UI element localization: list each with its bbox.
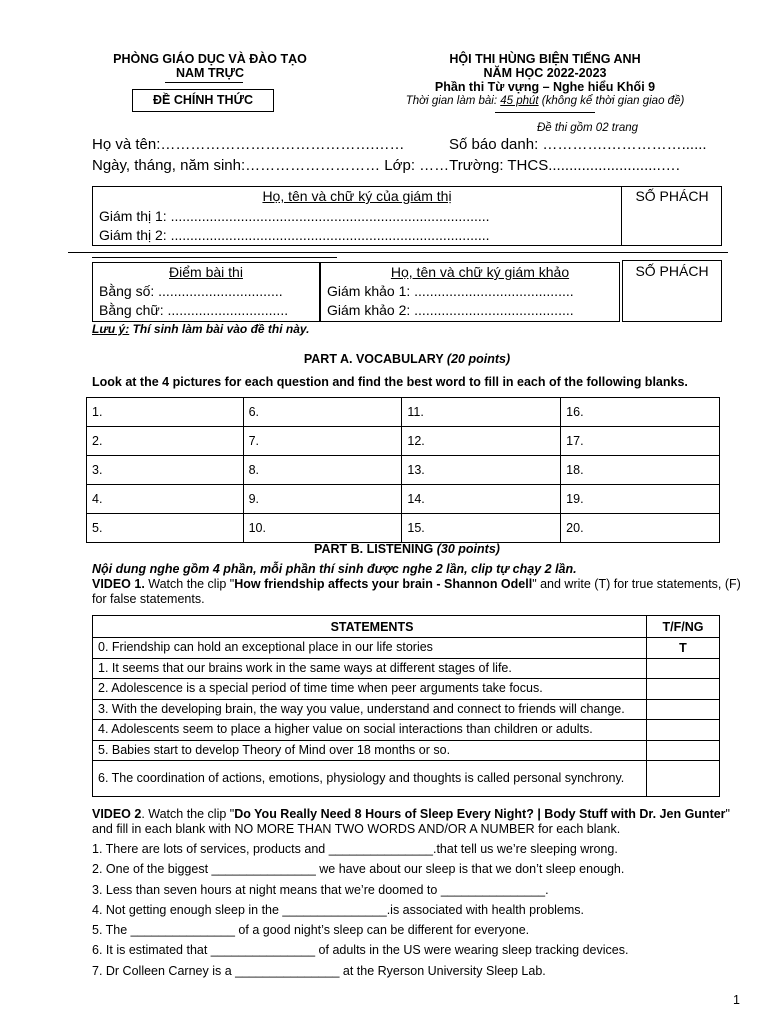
statement-row bbox=[93, 720, 720, 741]
part-b-points: (30 points) bbox=[436, 542, 500, 556]
score-number-field[interactable]: Bằng số: ................................ bbox=[99, 283, 283, 299]
exam-section: Phần thi Từ vựng – Nghe hiểu Khối 9 bbox=[434, 80, 656, 94]
video-2-post: " and fill in each blank with NO MORE THAN TWO WORDS AND/OR A NUMBER for each blank. bbox=[92, 807, 730, 836]
district-underline bbox=[165, 82, 243, 83]
fill-blank-question[interactable]: 6. It is estimated that _______________ of adults in the US were wearing sleep tracking devices. bbox=[92, 943, 629, 958]
statement-row bbox=[93, 638, 720, 659]
statement-row bbox=[93, 679, 720, 700]
statement-row bbox=[93, 699, 720, 720]
score-box-title: Điểm bài thi bbox=[169, 264, 243, 280]
vocab-answer-cell[interactable]: 19. bbox=[561, 485, 720, 514]
video-2-clip-title: Do You Really Need 8 Hours of Sleep Every Night? | Body Stuff with Dr. Jen Gunter bbox=[234, 807, 726, 821]
part-a-points: (20 points) bbox=[446, 352, 511, 366]
video-2-pre: . Watch the clip " bbox=[141, 807, 235, 821]
tfng-answer-cell[interactable] bbox=[647, 679, 720, 700]
video-2-instruction bbox=[92, 807, 732, 837]
candidate-dob-class-school-field[interactable]: Ngày, tháng, năm sinh:……………………… Lớp: ……Trường: THCS...........................…. bbox=[92, 157, 680, 174]
exam-duration bbox=[395, 95, 695, 107]
candidate-name-field[interactable]: Họ và tên:…………………………………….…… bbox=[92, 136, 405, 153]
vocab-answer-cell[interactable]: 14. bbox=[402, 485, 561, 514]
vocab-answer-cell[interactable]: 4. bbox=[87, 485, 244, 514]
vocab-answer-cell[interactable]: 2. bbox=[87, 427, 244, 456]
supervisor-box-title: Họ, tên và chữ ký của giám thị bbox=[262, 188, 452, 204]
statement-text: 4. Adolescents seem to place a higher value on social interactions than children or adults. bbox=[93, 720, 647, 741]
note-text: Thí sinh làm bài vào đề thi này. bbox=[129, 322, 310, 336]
tfng-answer-cell[interactable] bbox=[647, 699, 720, 720]
statement-row bbox=[93, 658, 720, 679]
header-right-rule bbox=[495, 112, 595, 113]
vocab-answer-cell[interactable]: 17. bbox=[561, 427, 720, 456]
vocab-row bbox=[87, 398, 720, 427]
part-b-note: Nội dung nghe gồm 4 phần, mỗi phần thí sinh được nghe 2 lần, clip tự chạy 2 lần. bbox=[92, 562, 577, 576]
examiner-1-field[interactable]: Giám khảo 1: ......................................... bbox=[327, 283, 574, 299]
contest-title: HỘI THI HÙNG BIỆN TIẾNG ANH bbox=[449, 52, 641, 66]
school-year: NĂM HỌC 2022-2023 bbox=[483, 66, 607, 80]
score-words-field[interactable]: Bằng chữ: ............................... bbox=[99, 302, 289, 318]
part-a-title bbox=[92, 352, 722, 366]
note bbox=[92, 322, 310, 336]
part-b-title bbox=[92, 542, 722, 556]
vocab-answer-cell[interactable]: 18. bbox=[561, 456, 720, 485]
vocab-answer-cell[interactable]: 8. bbox=[243, 456, 402, 485]
vocab-answer-cell[interactable]: 5. bbox=[87, 514, 244, 543]
video-1-clip-title: How friendship affects your brain - Shannon Odell bbox=[234, 577, 533, 591]
vocab-answer-cell[interactable]: 16. bbox=[561, 398, 720, 427]
part-a-title-text: PART A. VOCABULARY bbox=[303, 352, 447, 366]
statement-row bbox=[93, 761, 720, 797]
video-1-post: " and write (T) for true statements, (F) for false statements. bbox=[92, 577, 741, 606]
supervisor-2-field[interactable]: Giám thị 2: .................................................................................. bbox=[99, 227, 490, 243]
vocab-row bbox=[87, 456, 720, 485]
vocab-answer-cell[interactable]: 15. bbox=[402, 514, 561, 543]
vocab-answer-table bbox=[86, 397, 720, 543]
vocab-row bbox=[87, 485, 720, 514]
tfng-answer-cell[interactable] bbox=[647, 658, 720, 679]
statement-text: 5. Babies start to develop Theory of Mind over 18 months or so. bbox=[93, 740, 647, 761]
vocab-row bbox=[87, 427, 720, 456]
cut-line-short bbox=[92, 257, 337, 258]
vocab-answer-cell[interactable]: 1. bbox=[87, 398, 244, 427]
fill-blank-question[interactable]: 7. Dr Colleen Carney is a _______________ at the Ryerson University Sleep Lab. bbox=[92, 963, 546, 978]
vocab-answer-cell[interactable]: 13. bbox=[402, 456, 561, 485]
so-phach-label-1: SỐ PHÁCH bbox=[635, 188, 709, 204]
candidate-number-field[interactable]: Số báo danh: ………….……………...... bbox=[449, 136, 707, 153]
video-1-label: VIDEO 1. bbox=[92, 577, 145, 591]
vocab-answer-cell[interactable]: 6. bbox=[243, 398, 402, 427]
statements-table bbox=[92, 615, 720, 797]
fill-blank-question[interactable]: 3. Less than seven hours at night means that we’re doomed to _______________. bbox=[92, 882, 549, 897]
vocab-row bbox=[87, 514, 720, 543]
department-name: PHÒNG GIÁO DỤC VÀ ĐÀO TẠO bbox=[113, 52, 307, 66]
official-exam-label: ĐỀ CHÍNH THỨC bbox=[132, 89, 274, 112]
statement-text: 3. With the developing brain, the way you value, understand and connect to friends will change. bbox=[93, 699, 647, 720]
vocab-answer-cell[interactable]: 12. bbox=[402, 427, 561, 456]
tfng-answer-cell[interactable]: T bbox=[647, 638, 720, 659]
examiner-2-field[interactable]: Giám khảo 2: ......................................... bbox=[327, 302, 574, 318]
duration-prefix: Thời gian làm bài: bbox=[405, 95, 501, 107]
video-1-pre: Watch the clip " bbox=[144, 577, 235, 591]
fill-blank-question[interactable]: 5. The _______________ of a good night’s sleep can be different for everyone. bbox=[92, 923, 530, 938]
statement-text: 6. The coordination of actions, emotions, physiology and thoughts is called personal synchrony. bbox=[93, 761, 647, 797]
duration-value: 45 phút bbox=[500, 95, 539, 107]
tfng-answer-cell[interactable] bbox=[647, 761, 720, 797]
page-number: 1 bbox=[733, 993, 740, 1007]
note-label: Lưu ý: bbox=[92, 322, 130, 336]
vocab-answer-cell[interactable]: 9. bbox=[243, 485, 402, 514]
part-a-instruction: Look at the 4 pictures for each question and find the best word to fill in each of the following blanks. bbox=[92, 375, 688, 389]
examiner-box-title: Họ, tên và chữ ký giám khảo bbox=[390, 264, 570, 280]
statements-header: STATEMENTS bbox=[93, 616, 647, 638]
vocab-answer-cell[interactable]: 7. bbox=[243, 427, 402, 456]
vocab-answer-cell[interactable]: 10. bbox=[243, 514, 402, 543]
district-name: NAM TRỰC bbox=[176, 66, 244, 80]
so-phach-label-2: SỐ PHÁCH bbox=[635, 263, 709, 279]
statement-row bbox=[93, 740, 720, 761]
video-1-instruction bbox=[92, 577, 742, 607]
video-2-label: VIDEO 2 bbox=[92, 807, 142, 821]
vocab-answer-cell[interactable]: 11. bbox=[402, 398, 561, 427]
fill-blank-question[interactable]: 1. There are lots of services, products and _______________.that tell us we’re sleeping wrong. bbox=[92, 842, 618, 856]
statement-text: 1. It seems that our brains work in the same ways at different stages of life. bbox=[93, 658, 647, 679]
vocab-answer-cell[interactable]: 3. bbox=[87, 456, 244, 485]
duration-suffix: (không kể thời gian giao đề) bbox=[538, 95, 685, 107]
fill-blank-question[interactable]: 2. One of the biggest _______________ we have about our sleep is that we don’t sleep enough. bbox=[92, 862, 625, 877]
fill-blank-question[interactable]: 4. Not getting enough sleep in the _______________.is associated with health problems. bbox=[92, 902, 585, 917]
vocab-answer-cell[interactable]: 20. bbox=[561, 514, 720, 543]
video-2-questions bbox=[92, 842, 628, 984]
tfng-header: T/F/NG bbox=[647, 616, 720, 638]
tfng-answer-cell[interactable] bbox=[647, 740, 720, 761]
cut-line bbox=[68, 252, 728, 253]
tfng-answer-cell[interactable] bbox=[647, 720, 720, 741]
page-count: Đề thi gồm 02 trang bbox=[537, 122, 639, 134]
statement-text: 2. Adolescence is a special period of time time when peer arguments take focus. bbox=[93, 679, 647, 700]
supervisor-1-field[interactable]: Giám thị 1: .................................................................................. bbox=[99, 208, 490, 224]
part-b-title-text: PART B. LISTENING bbox=[314, 542, 437, 556]
statement-text: 0. Friendship can hold an exceptional place in our life stories bbox=[93, 638, 647, 659]
